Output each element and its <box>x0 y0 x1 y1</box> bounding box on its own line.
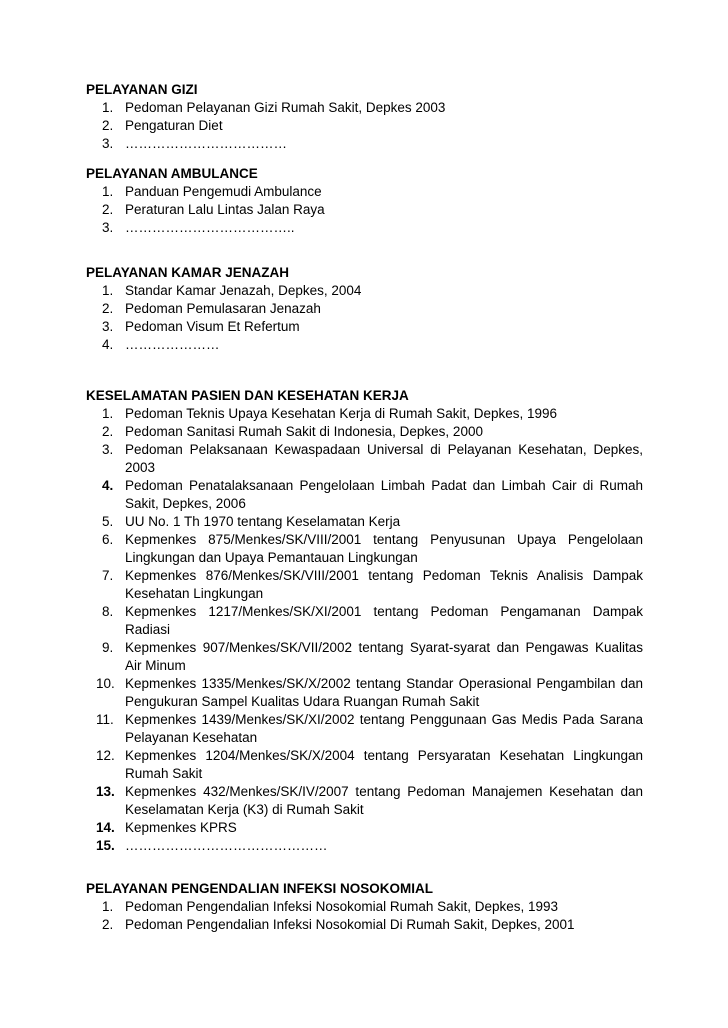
item-number: 6. <box>102 532 114 547</box>
section-pelayanan-gizi <box>86 80 646 153</box>
section-keselamatan-pasien <box>86 386 646 855</box>
list-item <box>86 819 646 837</box>
item-number: 4. <box>102 337 114 352</box>
item-text: ……………………………….. <box>125 220 295 235</box>
section-infeksi-nosokomial <box>86 879 646 934</box>
item-text: Kepmenkes 876/Menkes/SK/VIII/2001 tentang Pedoman Teknis Analisis Dampak Kesehatan Lingkungan <box>125 568 643 601</box>
item-number: 3. <box>102 136 114 151</box>
section-heading: PELAYANAN KAMAR JENAZAH <box>86 265 290 280</box>
item-list <box>86 183 646 237</box>
list-item <box>86 567 646 603</box>
item-text: Pedoman Teknis Upaya Kesehatan Kerja di Rumah Sakit, Depkes, 1996 <box>125 406 558 421</box>
item-number: 15. <box>96 838 115 853</box>
item-text: Kepmenkes KPRS <box>125 820 237 835</box>
list-item <box>86 711 646 747</box>
list-item <box>86 405 646 423</box>
list-item <box>86 135 646 153</box>
list-item <box>86 916 646 934</box>
item-text: Kepmenkes 875/Menkes/SK/VIII/2001 tentang Penyusunan Upaya Pengelolaan Lingkungan dan Upaya Pemantauan Lingkungan <box>125 532 643 565</box>
list-item <box>86 639 646 675</box>
item-number: 1. <box>102 899 114 914</box>
list-item <box>86 201 646 219</box>
item-number: 8. <box>102 604 114 619</box>
section-pelayanan-ambulance <box>86 164 646 237</box>
section-heading: PELAYANAN GIZI <box>86 82 198 97</box>
item-text: UU No. 1 Th 1970 tentang Keselamatan Kerja <box>125 514 401 529</box>
section-heading: PELAYANAN AMBULANCE <box>86 166 258 181</box>
section-heading: KESELAMATAN PASIEN DAN KESEHATAN KERJA <box>86 388 409 403</box>
item-number: 3. <box>102 220 114 235</box>
item-number: 1. <box>102 283 114 298</box>
item-number: 7. <box>102 568 114 583</box>
item-text: Kepmenkes 1335/Menkes/SK/X/2002 tentang Standar Operasional Pengambilan dan Pengukuran Sampel Kualitas Udara Ruangan Rumah Sakit <box>125 676 643 709</box>
list-item <box>86 219 646 237</box>
item-number: 3. <box>102 319 114 334</box>
list-item <box>86 318 646 336</box>
list-item <box>86 783 646 819</box>
item-text: Pedoman Sanitasi Rumah Sakit di Indonesia, Depkes, 2000 <box>125 424 483 439</box>
item-text: Kepmenkes 1204/Menkes/SK/X/2004 tentang Persyaratan Kesehatan Lingkungan Rumah Sakit <box>125 748 643 781</box>
item-number: 2. <box>102 202 114 217</box>
item-number: 13. <box>96 784 115 799</box>
item-number: 14. <box>96 820 115 835</box>
item-list <box>86 282 646 354</box>
item-number: 4. <box>102 478 114 493</box>
list-item <box>86 183 646 201</box>
list-item <box>86 117 646 135</box>
list-item <box>86 477 646 513</box>
item-text: ………………… <box>125 337 220 352</box>
item-text: Pedoman Pelayanan Gizi Rumah Sakit, Depkes 2003 <box>125 100 446 115</box>
item-number: 10. <box>96 676 115 691</box>
item-list <box>86 99 646 153</box>
item-number: 3. <box>102 442 114 457</box>
list-item <box>86 898 646 916</box>
item-text: Kepmenkes 1439/Menkes/SK/XI/2002 tentang Penggunaan Gas Medis Pada Sarana Pelayanan Kesehatan <box>125 712 643 745</box>
item-text: Kepmenkes 907/Menkes/SK/VII/2002 tentang Syarat-syarat dan Pengawas Kualitas Air Minum <box>125 640 643 673</box>
list-item <box>86 282 646 300</box>
list-item <box>86 675 646 711</box>
item-text: Pedoman Visum Et Refertum <box>125 319 300 334</box>
list-item <box>86 513 646 531</box>
list-item <box>86 99 646 117</box>
item-number: 5. <box>102 514 114 529</box>
item-text: Pedoman Pemulasaran Jenazah <box>125 301 321 316</box>
item-text: Pedoman Pengendalian Infeksi Nosokomial Di Rumah Sakit, Depkes, 2001 <box>125 917 575 932</box>
list-item <box>86 603 646 639</box>
item-text: Pedoman Penatalaksanaan Pengelolaan Limbah Padat dan Limbah Cair di Rumah Sakit, Depkes, 2006 <box>125 478 643 511</box>
list-item <box>86 441 646 477</box>
item-text: Pedoman Pengendalian Infeksi Nosokomial Rumah Sakit, Depkes, 1993 <box>125 899 559 914</box>
item-list <box>86 405 646 855</box>
item-text: Pedoman Pelaksanaan Kewaspadaan Universal di Pelayanan Kesehatan, Depkes, 2003 <box>125 442 643 475</box>
list-item <box>86 336 646 354</box>
list-item <box>86 531 646 567</box>
item-number: 1. <box>102 406 114 421</box>
item-text: ……………………………… <box>125 136 287 151</box>
item-number: 1. <box>102 100 114 115</box>
item-number: 2. <box>102 118 114 133</box>
item-text: Standar Kamar Jenazah, Depkes, 2004 <box>125 283 362 298</box>
item-text: Pengaturan Diet <box>125 118 223 133</box>
item-number: 1. <box>102 184 114 199</box>
list-item <box>86 747 646 783</box>
item-number: 12. <box>96 748 115 763</box>
section-heading: PELAYANAN PENGENDALIAN INFEKSI NOSOKOMIAL <box>86 881 434 896</box>
section-pelayanan-kamar-jenazah <box>86 263 646 354</box>
list-item <box>86 837 646 855</box>
item-text: Kepmenkes 1217/Menkes/SK/XI/2001 tentang Pedoman Pengamanan Dampak Radiasi <box>125 604 643 637</box>
list-item <box>86 423 646 441</box>
list-item <box>86 300 646 318</box>
item-number: 2. <box>102 301 114 316</box>
item-number: 9. <box>102 640 114 655</box>
item-text: ……………………………………… <box>125 838 328 853</box>
item-text: Kepmenkes 432/Menkes/SK/IV/2007 tentang Pedoman Manajemen Kesehatan dan Keselamatan Kerja (K3) di Rumah Sakit <box>125 784 643 817</box>
item-number: 11. <box>96 712 114 727</box>
item-text: Panduan Pengemudi Ambulance <box>125 184 322 199</box>
item-text: Peraturan Lalu Lintas Jalan Raya <box>125 202 325 217</box>
item-list <box>86 898 646 934</box>
item-number: 2. <box>102 424 114 439</box>
item-number: 2. <box>102 917 114 932</box>
